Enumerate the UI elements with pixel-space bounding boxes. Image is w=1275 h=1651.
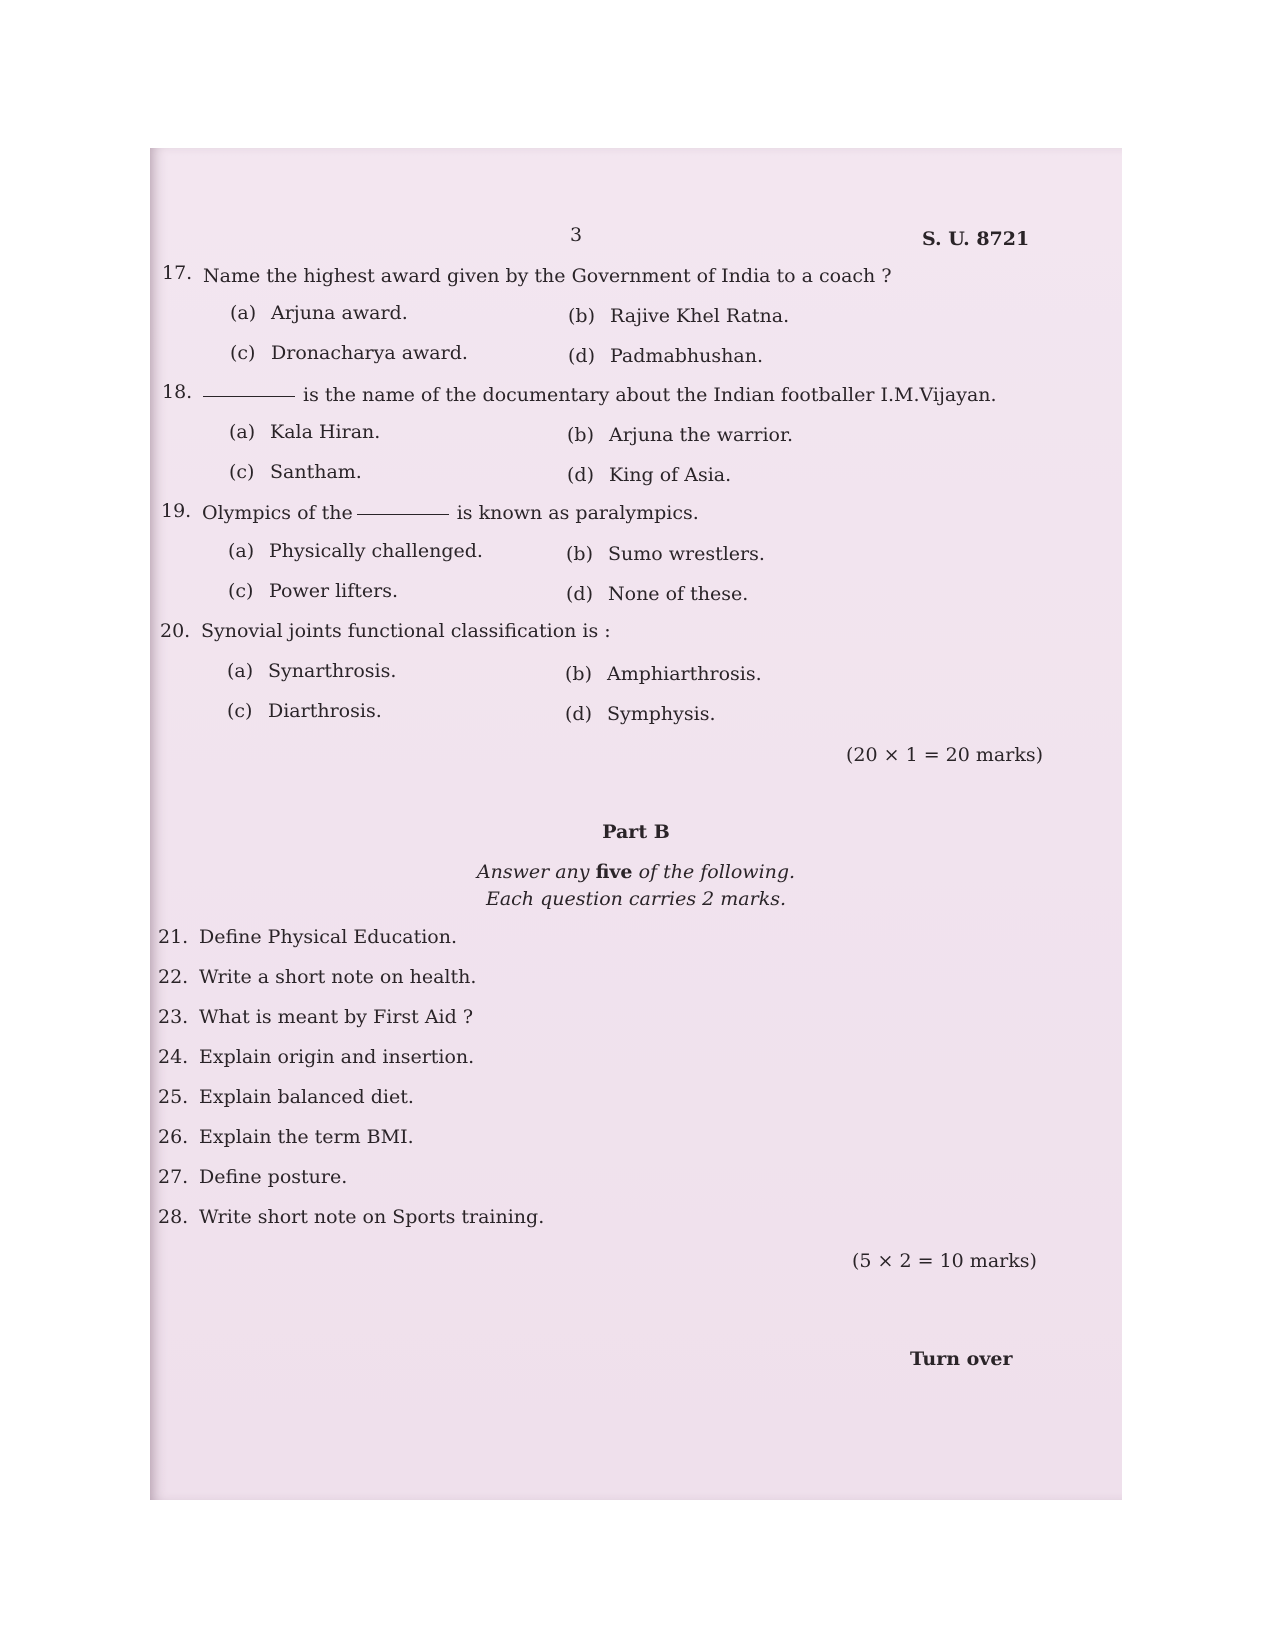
question-number: 17. [162, 262, 193, 284]
question-number: 24. [158, 1046, 189, 1068]
option-text: Power lifters. [269, 580, 399, 602]
question-number: 28. [158, 1206, 189, 1228]
question-text: Write a short note on health. [199, 966, 477, 988]
part-b-instruction-line2: Each question carries 2 marks. [485, 888, 787, 910]
question-number: 25. [158, 1086, 189, 1108]
question-number: 27. [158, 1166, 189, 1188]
option-text: Santham. [270, 461, 362, 483]
option-text: Diarthrosis. [268, 700, 382, 722]
question-text [203, 384, 997, 406]
turn-over-label: Turn over [910, 1348, 1013, 1370]
option-label: (a) [230, 302, 257, 324]
part-b-instruction [150, 861, 1122, 883]
option-label: (d) [565, 703, 592, 725]
option-text: Rajive Khel Ratna. [610, 305, 790, 327]
answer-blank [357, 514, 449, 515]
exam-page [150, 148, 1122, 1500]
question-number: 19. [161, 500, 192, 522]
option-label: (b) [565, 663, 592, 685]
option-text: Arjuna award. [271, 302, 408, 324]
question-text: Define posture. [199, 1166, 348, 1188]
part-a-marks: (20 × 1 = 20 marks) [846, 744, 1043, 766]
question-text: Explain balanced diet. [199, 1086, 414, 1108]
option-text: Physically challenged. [269, 540, 483, 562]
option-label: (d) [567, 464, 594, 486]
option-label: (b) [566, 543, 593, 565]
option-label: (d) [568, 345, 595, 367]
question-number: 21. [158, 926, 189, 948]
question-number: 22. [158, 966, 189, 988]
instruction-pre: Answer any [476, 861, 590, 883]
page-number: 3 [570, 224, 583, 246]
option-text: Symphysis. [607, 703, 716, 725]
option-label: (c) [227, 700, 253, 722]
question-number: 23. [158, 1006, 189, 1028]
question-text-before: Olympics of the [202, 502, 353, 524]
option-text: Padmabhushan. [610, 345, 763, 367]
question-text: Explain the term BMI. [199, 1126, 414, 1148]
question-text: Synovial joints functional classification is : [201, 620, 611, 642]
option-label: (b) [568, 305, 595, 327]
option-text: Kala Hiran. [270, 421, 381, 443]
option-text: King of Asia. [609, 464, 732, 486]
option-label: (c) [230, 342, 256, 364]
option-text: Arjuna the warrior. [609, 424, 793, 446]
option-text: Dronacharya award. [271, 342, 468, 364]
option-label: (d) [566, 583, 593, 605]
instruction-bold: five [595, 861, 633, 883]
option-label: (a) [229, 421, 256, 443]
paper-code: S. U. 8721 [922, 228, 1030, 250]
option-label: (b) [567, 424, 594, 446]
option-text: Amphiarthrosis. [607, 663, 762, 685]
question-number: 18. [162, 381, 193, 403]
question-text: Write short note on Sports training. [199, 1206, 545, 1228]
instruction-post: of the following. [638, 861, 796, 883]
question-text-body: is the name of the documentary about the Indian footballer I.M.Vijayan. [303, 384, 997, 406]
question-text [202, 502, 699, 524]
option-label: (a) [227, 660, 254, 682]
answer-blank [203, 396, 295, 397]
question-text: Name the highest award given by the Government of India to a coach ? [203, 265, 892, 287]
question-text: Define Physical Education. [199, 926, 458, 948]
part-b-title: Part B [602, 821, 670, 843]
question-number: 26. [158, 1126, 189, 1148]
option-label: (c) [229, 461, 255, 483]
option-label: (a) [228, 540, 255, 562]
part-b-marks: (5 × 2 = 10 marks) [852, 1250, 1037, 1272]
option-text: Sumo wrestlers. [608, 543, 765, 565]
question-text: What is meant by First Aid ? [199, 1006, 474, 1028]
option-label: (c) [228, 580, 254, 602]
option-text: None of these. [608, 583, 749, 605]
option-text: Synarthrosis. [268, 660, 397, 682]
question-text: Explain origin and insertion. [199, 1046, 475, 1068]
question-text-after: is known as paralympics. [456, 502, 699, 524]
question-number: 20. [160, 620, 191, 642]
